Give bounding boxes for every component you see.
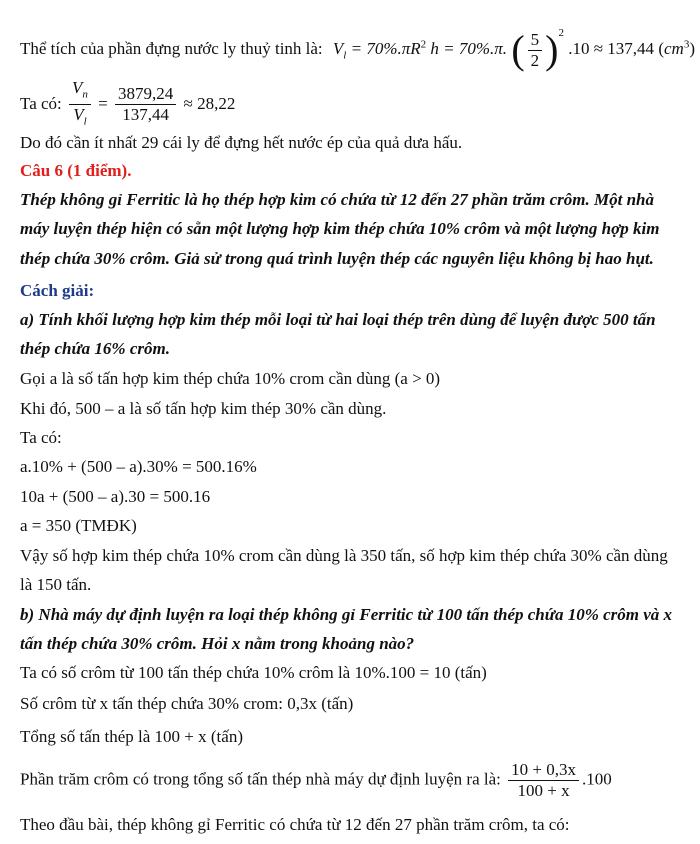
unit-sup: 3 xyxy=(683,38,690,51)
step-3: Ta có: xyxy=(20,428,62,447)
part-b-line-2: tấn thép chứa 30% crôm. Hỏi x nằm trong khoảng nào? xyxy=(20,634,415,653)
left-paren: ( xyxy=(511,27,525,73)
ratio-line: Ta có: $\frac{V_n}{V_l}$ = $\frac{3879,24}{137,44}$ ≈ 28,22 xyxy=(20,78,235,132)
fraction-vn-vl xyxy=(69,78,91,132)
percent-line xyxy=(20,760,612,801)
total-line: Tổng số tấn thép là 100 + x (tấn) xyxy=(20,727,243,746)
math-v: V xyxy=(332,39,344,58)
right-paren: ) xyxy=(545,27,559,73)
vl-v: V xyxy=(73,105,84,125)
question-line-3: thép chứa 30% crôm. Giả sử trong quá trình luyện thép các nguyên liệu không bị hao hụt. xyxy=(20,249,654,268)
step-1: Gọi a là số tấn hợp kim thép chứa 10% crom cần dùng (a > 0) xyxy=(20,369,441,388)
unit: cm xyxy=(663,39,684,58)
percent-text: Phần trăm crôm có trong tổng số tấn thép nhà máy dự định luyện ra là: xyxy=(20,769,501,789)
solution-heading: Cách giải: xyxy=(20,281,95,300)
question-line-2: máy luyện thép hiện có sẵn một lượng hợp kim thép chứa 10% crôm và một lượng hợp kim xyxy=(20,219,660,238)
volume-text: Thể tích của phần đựng nước ly thuỷ tinh là: xyxy=(20,39,323,58)
ratio-label: Ta có: xyxy=(20,93,62,113)
part-a-line-1: a) Tính khối lượng hợp kim thép mỗi loại từ hai loại thép trên dùng để luyện được 500 tấn xyxy=(20,310,656,329)
frac-num: 5 xyxy=(528,30,543,51)
values-den: 137,44 xyxy=(122,105,169,125)
step-8: là 150 tấn. xyxy=(20,575,92,594)
ratio-result: ≈ 28,22 xyxy=(183,93,236,113)
exp: 2 xyxy=(558,27,564,39)
percent-end: .100 xyxy=(581,769,612,789)
step-7: Vậy số hợp kim thép chứa 10% crom cần dùng là 350 tấn, số hợp kim thép chứa 30% cần dùng xyxy=(20,546,668,565)
step-4: a.10% + (500 – a).30% = 500.16% xyxy=(20,457,257,476)
math-end: .10 ≈ 137,44 xyxy=(568,39,655,58)
math-sup: 2 xyxy=(420,38,427,51)
question-line-1: Thép không gỉ Ferritic là họ thép hợp kim có chứa từ 12 đến 27 phần trăm crôm. Một nhà xyxy=(20,190,655,209)
fraction-5-2 xyxy=(528,30,543,71)
step-2: Khi đó, 500 – a là số tấn hợp kim thép 30% cần dùng. xyxy=(20,399,387,418)
step-5: 10a + (500 – a).30 = 500.16 xyxy=(20,487,211,506)
final-line: Theo đầu bài, thép không gỉ Ferritic có chứa từ 12 đến 27 phần trăm crôm, ta có: xyxy=(20,815,570,834)
part-b-line-1: b) Nhà máy dự định luyện ra loại thép không gỉ Ferritic từ 100 tấn thép chứa 10% crôm và x xyxy=(20,605,673,624)
volume-line: Thể tích của phần đựng nước ly thuỷ tinh là: $V_l = 70\%.\pi R^2$ h = 70%.π. ( $\frac{5}{2}$ )$^2$ .10 ≈ 137,44 $(cm^3)$ xyxy=(20,27,695,73)
chrome-line-2: Số crôm từ x tấn thép chứa 30% crom: 0,3x (tấn) xyxy=(20,694,354,713)
part-a-line-2: thép chứa 16% crôm. xyxy=(20,339,170,358)
vn-sub: n xyxy=(82,88,88,101)
fraction-values xyxy=(115,84,176,125)
values-num: 3879,24 xyxy=(115,84,176,105)
percent-den: 100 + x xyxy=(517,781,570,800)
step-6: a = 350 (TMĐK) xyxy=(20,516,137,535)
percent-num: 10 + 0,3x xyxy=(508,760,579,781)
math-mid: = 70%.πR xyxy=(350,39,421,58)
chrome-line-1: Ta có số crôm từ 100 tấn thép chứa 10% crôm là 10%.100 = 10 (tấn) xyxy=(20,663,487,682)
question-heading: Câu 6 (1 điểm). xyxy=(20,161,132,180)
percent-fraction xyxy=(508,760,579,801)
vn-v: V xyxy=(72,78,83,97)
conclusion-text: Do đó cần ít nhất 29 cái ly để đựng hết nước ép của quả dưa hấu. xyxy=(20,133,463,152)
math-mid2: h = 70%.π. xyxy=(430,39,508,58)
frac-den: 2 xyxy=(530,50,540,70)
vl-sub: l xyxy=(83,115,87,128)
math-v-sub: l xyxy=(343,49,347,62)
